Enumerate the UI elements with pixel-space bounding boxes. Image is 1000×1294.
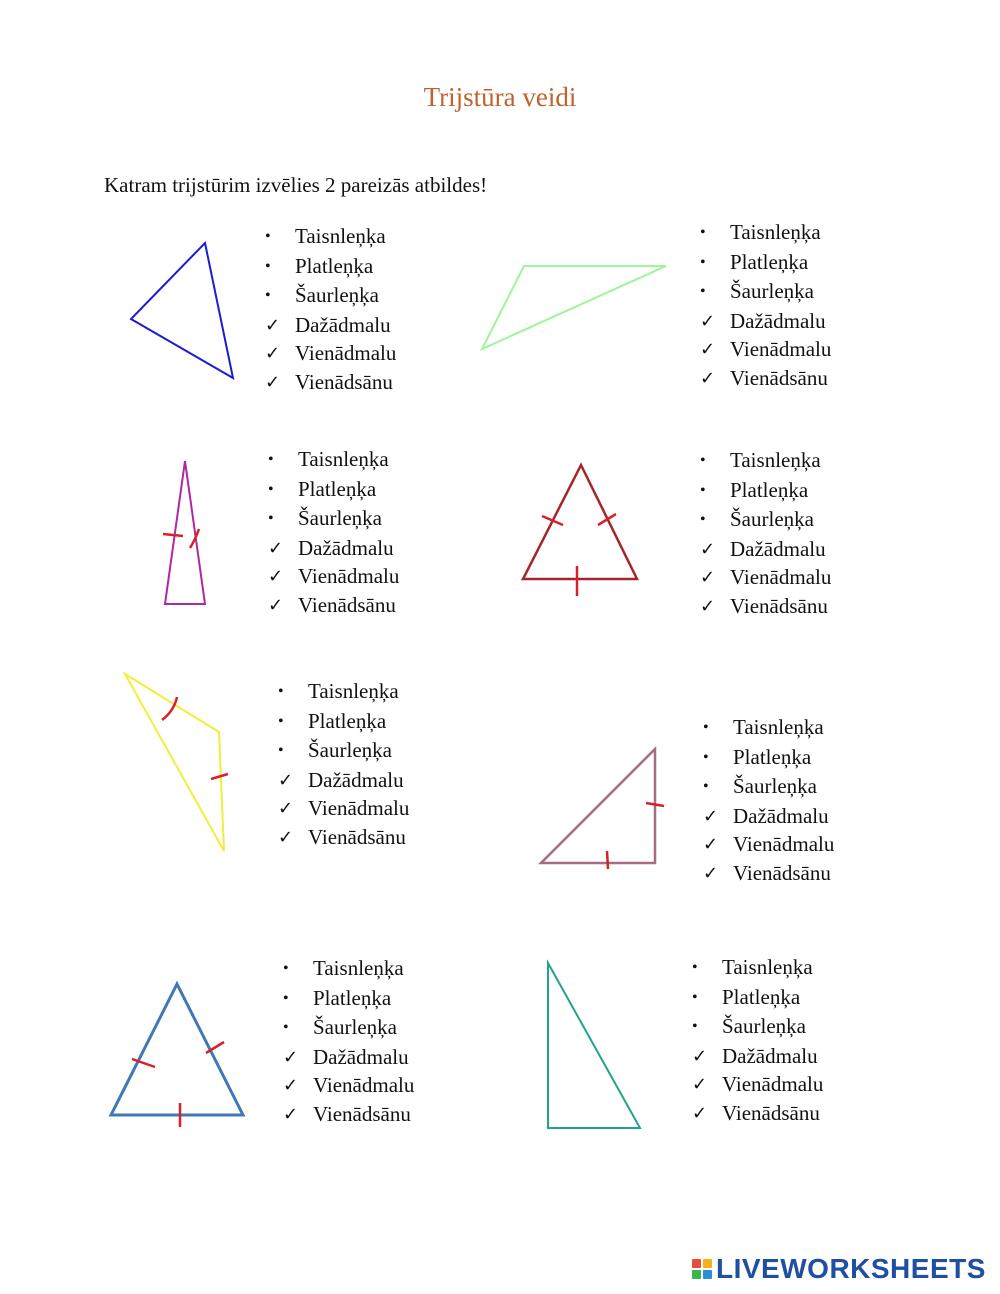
option-label[interactable]: Vienādmalu	[295, 341, 397, 365]
option-label[interactable]: Taisnleņķa	[730, 220, 821, 244]
equal-side-tick	[607, 851, 608, 869]
option-vienadmalu[interactable]	[278, 794, 409, 823]
checkmark-icon: ✓	[278, 769, 294, 791]
checkmark-icon: ✓	[692, 1102, 708, 1124]
option-label[interactable]: Dažādmalu	[722, 1043, 818, 1068]
option-list-6	[703, 713, 834, 887]
option-dazadmalu[interactable]	[700, 535, 831, 564]
option-saurlenka[interactable]	[700, 505, 831, 535]
option-vienadsanu[interactable]	[265, 368, 396, 397]
option-label[interactable]: Taisnleņķa	[730, 448, 821, 472]
option-platlenka[interactable]	[265, 252, 396, 282]
option-label[interactable]: Vienādsānu	[298, 592, 396, 617]
option-vienadmalu[interactable]	[268, 562, 399, 591]
option-vienadsanu[interactable]	[700, 364, 831, 393]
bullet-icon: •	[283, 989, 289, 1007]
option-dazadmalu[interactable]	[283, 1043, 414, 1072]
option-label[interactable]: Šaurleņķa	[313, 1015, 397, 1039]
option-platlenka[interactable]	[283, 984, 414, 1014]
option-platlenka[interactable]	[703, 743, 834, 773]
bullet-icon: •	[692, 988, 698, 1006]
checkmark-icon: ✓	[283, 1075, 299, 1096]
option-label[interactable]: Šaurleņķa	[308, 738, 392, 762]
logo-square	[703, 1259, 712, 1268]
liveworksheets-logo-icon	[692, 1259, 712, 1279]
logo-square	[703, 1270, 712, 1279]
option-label[interactable]: Dažādmalu	[298, 535, 394, 560]
option-label[interactable]: Dažādmalu	[313, 1044, 409, 1069]
option-label[interactable]: Vienādmalu	[313, 1073, 415, 1097]
option-dazadmalu[interactable]	[268, 534, 399, 563]
option-vienadsanu[interactable]	[268, 591, 399, 620]
checkmark-icon: ✓	[278, 798, 294, 819]
checkmark-icon: ✓	[703, 862, 719, 884]
option-vienadmalu[interactable]	[700, 563, 831, 592]
option-label[interactable]: Platleņķa	[730, 477, 809, 502]
bullet-icon: •	[268, 510, 274, 527]
option-label[interactable]: Dažādmalu	[730, 308, 826, 333]
option-label[interactable]: Platleņķa	[298, 476, 377, 501]
bullet-icon: •	[700, 452, 706, 469]
option-label[interactable]: Vienādmalu	[730, 337, 832, 361]
checkmark-icon: ✓	[700, 339, 716, 360]
option-label[interactable]: Dažādmalu	[295, 312, 391, 337]
bullet-icon: •	[283, 1019, 289, 1036]
triangle-2	[475, 258, 675, 358]
option-label[interactable]: Vienādsānu	[308, 824, 406, 849]
option-label[interactable]: Vienādmalu	[298, 564, 400, 588]
logo-square	[692, 1270, 701, 1279]
option-saurlenka[interactable]	[703, 772, 834, 802]
triangle-1-shape	[131, 243, 233, 378]
option-taisnlenka[interactable]	[278, 677, 409, 707]
option-label[interactable]: Vienādsānu	[730, 365, 828, 390]
option-dazadmalu[interactable]	[278, 766, 409, 795]
option-taisnlenka[interactable]	[703, 713, 834, 743]
liveworksheets-logo	[692, 1252, 986, 1286]
option-taisnlenka[interactable]	[283, 954, 414, 984]
option-taisnlenka[interactable]	[268, 445, 399, 475]
option-taisnlenka[interactable]	[700, 218, 831, 248]
checkmark-icon: ✓	[700, 538, 716, 560]
option-label[interactable]: Platleņķa	[722, 984, 801, 1009]
option-label[interactable]: Vienādsānu	[733, 860, 831, 885]
logo-text: LIVEWORKSHEETS	[716, 1253, 986, 1284]
bullet-icon: •	[703, 719, 709, 736]
bullet-icon: •	[703, 778, 709, 795]
checkmark-icon: ✓	[692, 1045, 708, 1067]
bullet-icon: •	[692, 1018, 698, 1035]
checkmark-icon: ✓	[278, 826, 294, 848]
checkmark-icon: ✓	[703, 805, 719, 827]
option-vienadsanu[interactable]	[278, 823, 409, 852]
option-vienadmalu[interactable]	[700, 335, 831, 364]
option-list-1	[265, 222, 396, 396]
option-platlenka[interactable]	[700, 476, 831, 506]
option-vienadmalu[interactable]	[265, 339, 396, 368]
checkmark-icon: ✓	[703, 834, 719, 855]
option-label[interactable]: Dažādmalu	[730, 536, 826, 561]
option-label[interactable]: Šaurleņķa	[730, 507, 814, 531]
option-label[interactable]: Vienādmalu	[722, 1072, 824, 1096]
bullet-icon: •	[700, 511, 706, 528]
triangle-4-shape	[523, 465, 637, 579]
option-saurlenka[interactable]	[283, 1013, 414, 1043]
option-label[interactable]: Platleņķa	[308, 708, 387, 733]
option-label[interactable]: Šaurleņķa	[730, 279, 814, 303]
checkmark-icon: ✓	[268, 566, 284, 587]
option-label[interactable]: Dažādmalu	[733, 803, 829, 828]
option-vienadmalu[interactable]	[703, 830, 834, 859]
option-label[interactable]: Taisnleņķa	[298, 447, 389, 471]
option-saurlenka[interactable]	[692, 1012, 823, 1042]
triangle-5	[115, 665, 245, 860]
option-label[interactable]: Taisnleņķa	[733, 715, 824, 739]
triangle-6	[535, 740, 670, 875]
checkmark-icon: ✓	[265, 371, 281, 393]
option-list-2	[700, 218, 831, 392]
bullet-icon: •	[278, 683, 284, 700]
triangle-4	[515, 455, 650, 600]
option-platlenka[interactable]	[692, 983, 823, 1013]
option-list-7	[283, 954, 414, 1128]
checkmark-icon: ✓	[700, 595, 716, 617]
option-saurlenka[interactable]	[268, 504, 399, 534]
bullet-icon: •	[268, 451, 274, 468]
logo-square	[692, 1259, 701, 1268]
option-vienadsanu[interactable]	[700, 592, 831, 621]
bullet-icon: •	[265, 228, 271, 245]
bullet-icon: •	[700, 481, 706, 499]
option-label[interactable]: Taisnleņķa	[722, 955, 813, 979]
bullet-icon: •	[265, 287, 271, 304]
bullet-icon: •	[700, 224, 706, 241]
option-label[interactable]: Vienādsānu	[722, 1100, 820, 1125]
option-vienadmalu[interactable]	[283, 1071, 414, 1100]
option-list-5	[278, 677, 409, 851]
option-list-3	[268, 445, 399, 619]
option-platlenka[interactable]	[268, 475, 399, 505]
checkmark-icon: ✓	[265, 343, 281, 364]
triangle-8-shape	[548, 963, 640, 1128]
option-label[interactable]: Vienādmalu	[733, 832, 835, 856]
checkmark-icon: ✓	[268, 537, 284, 559]
option-saurlenka[interactable]	[700, 277, 831, 307]
option-platlenka[interactable]	[700, 248, 831, 278]
option-label[interactable]: Taisnleņķa	[308, 679, 399, 703]
bullet-icon: •	[278, 712, 284, 730]
option-vienadsanu[interactable]	[703, 859, 834, 888]
checkmark-icon: ✓	[268, 594, 284, 616]
option-label[interactable]: Taisnleņķa	[295, 224, 386, 248]
bullet-icon: •	[703, 748, 709, 766]
checkmark-icon: ✓	[265, 314, 281, 336]
bullet-icon: •	[265, 257, 271, 275]
option-label[interactable]: Platleņķa	[733, 744, 812, 769]
bullet-icon: •	[268, 480, 274, 498]
option-label[interactable]: Vienādsānu	[295, 369, 393, 394]
option-label[interactable]: Platleņķa	[730, 249, 809, 274]
triangle-7	[100, 975, 255, 1135]
checkmark-icon: ✓	[283, 1103, 299, 1125]
checkmark-icon: ✓	[692, 1074, 708, 1095]
option-dazadmalu[interactable]	[692, 1042, 823, 1071]
option-platlenka[interactable]	[278, 707, 409, 737]
equal-side-tick	[646, 803, 664, 806]
option-label[interactable]: Taisnleņķa	[313, 956, 404, 980]
bullet-icon: •	[692, 959, 698, 976]
option-label[interactable]: Šaurleņķa	[298, 506, 382, 530]
bullet-icon: •	[700, 283, 706, 300]
option-label[interactable]: Dažādmalu	[308, 767, 404, 792]
option-taisnlenka[interactable]	[692, 953, 823, 983]
option-label[interactable]: Šaurleņķa	[722, 1014, 806, 1038]
checkmark-icon: ✓	[283, 1046, 299, 1068]
option-dazadmalu[interactable]	[700, 307, 831, 336]
triangle-1	[120, 234, 250, 384]
option-label[interactable]: Platleņķa	[295, 253, 374, 278]
checkmark-icon: ✓	[700, 567, 716, 588]
checkmark-icon: ✓	[700, 367, 716, 389]
option-dazadmalu[interactable]	[703, 802, 834, 831]
option-label[interactable]: Šaurleņķa	[733, 774, 817, 798]
triangle-6-shape	[541, 749, 655, 863]
option-taisnlenka[interactable]	[700, 446, 831, 476]
equal-side-tick	[163, 534, 183, 536]
bullet-icon: •	[283, 960, 289, 977]
option-vienadsanu[interactable]	[692, 1099, 823, 1128]
option-taisnlenka[interactable]	[265, 222, 396, 252]
instruction-text: Katram trijstūrim izvēlies 2 pareizās atbildes!	[104, 173, 488, 197]
option-vienadsanu[interactable]	[283, 1100, 414, 1129]
option-label[interactable]: Platleņķa	[313, 985, 392, 1010]
page-title: Trijstūra veidi	[423, 82, 577, 112]
equal-side-tick	[211, 774, 228, 779]
triangle-8	[540, 955, 650, 1140]
option-label[interactable]: Šaurleņķa	[295, 283, 379, 307]
option-dazadmalu[interactable]	[265, 311, 396, 340]
bullet-icon: •	[278, 742, 284, 759]
option-label[interactable]: Vienādsānu	[313, 1101, 411, 1126]
bullet-icon: •	[700, 253, 706, 271]
option-list-8	[692, 953, 823, 1127]
option-label[interactable]: Vienādmalu	[308, 796, 410, 820]
triangle-2-shape	[482, 266, 666, 349]
triangle-5-shape	[125, 674, 224, 851]
option-vienadmalu[interactable]	[692, 1070, 823, 1099]
triangle-7-shape	[111, 984, 243, 1115]
option-label[interactable]: Vienādsānu	[730, 593, 828, 618]
checkmark-icon: ✓	[700, 310, 716, 332]
option-list-4	[700, 446, 831, 620]
triangle-3	[155, 452, 215, 612]
option-label[interactable]: Vienādmalu	[730, 565, 832, 589]
option-saurlenka[interactable]	[265, 281, 396, 311]
option-saurlenka[interactable]	[278, 736, 409, 766]
